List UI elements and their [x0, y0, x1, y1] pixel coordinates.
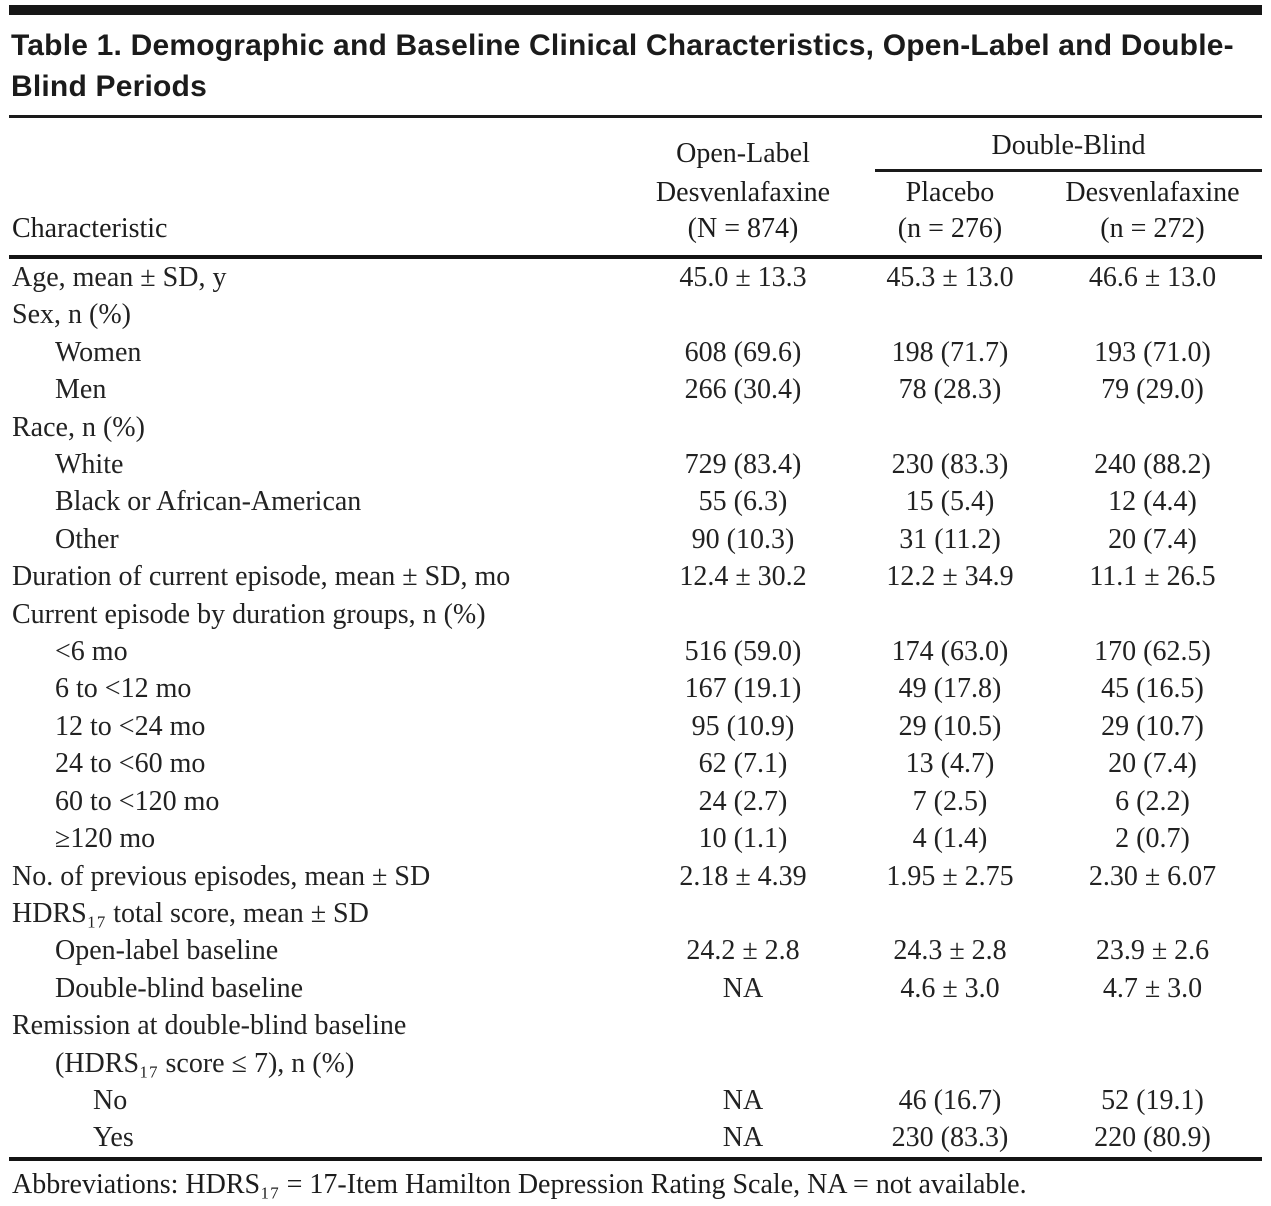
row-label: Black or African-American — [55, 486, 362, 518]
header-name-row — [9, 172, 1262, 211]
value-cell: 240 (88.2) — [1094, 449, 1211, 481]
row-label: Women — [55, 336, 142, 368]
value-cell: 55 (6.3) — [698, 486, 788, 518]
value-cell: 13 (4.7) — [905, 748, 995, 780]
value-cell — [629, 1007, 857, 1044]
table-row — [9, 371, 1262, 408]
footnote-block — [9, 1157, 1262, 1206]
value-cell: 198 (71.7) — [891, 336, 1009, 368]
value-cell: 12 (4.4) — [1108, 486, 1197, 518]
value-cell: 174 (63.0) — [891, 636, 1009, 668]
value-cell: 12.4 ± 30.2 — [679, 561, 807, 593]
value-cell — [629, 409, 857, 446]
value-cell: 2 (0.7) — [1115, 823, 1190, 855]
row-label: Sex, n (%) — [12, 299, 131, 331]
value-cell: 46 (16.7) — [898, 1084, 1002, 1116]
table-row — [9, 633, 1262, 670]
row-label: (HDRS₁₇ score ≤ 7), n (%) — [55, 1047, 355, 1079]
value-cell — [1043, 895, 1262, 932]
row-label: Open-label baseline — [55, 935, 279, 967]
row-label: 60 to <120 mo — [55, 785, 220, 817]
value-cell: 220 (80.9) — [1094, 1122, 1211, 1154]
table-row — [9, 932, 1262, 969]
value-cell — [857, 596, 1043, 633]
value-cell — [857, 895, 1043, 932]
value-cell: 4.6 ± 3.0 — [900, 972, 1000, 1004]
value-cell: 78 (28.3) — [898, 374, 1002, 406]
table-row — [9, 257, 1262, 296]
table-row — [9, 1082, 1262, 1119]
row-label: 12 to <24 mo — [55, 710, 206, 742]
table-row — [9, 895, 1262, 932]
value-cell: NA — [722, 1122, 764, 1154]
value-cell: 20 (7.4) — [1108, 523, 1197, 555]
row-label: Race, n (%) — [12, 411, 145, 443]
value-cell — [857, 1045, 1043, 1082]
value-cell: 193 (71.0) — [1094, 336, 1211, 368]
value-cell — [629, 296, 857, 333]
value-cell: 230 (83.3) — [891, 1122, 1009, 1154]
row-label: Age, mean ± SD, y — [12, 262, 227, 293]
value-cell: 4 (1.4) — [912, 823, 988, 855]
table-row — [9, 708, 1262, 745]
value-cell — [629, 1045, 857, 1082]
desvenlafaxine-n-header: (n = 272) — [1043, 211, 1262, 257]
value-cell: 266 (30.4) — [684, 374, 802, 406]
header-n-row — [9, 211, 1262, 257]
double-blind-group-cell — [857, 118, 1262, 172]
row-label: No. of previous episodes, mean ± SD — [12, 860, 431, 892]
abbreviations-footnote: Abbreviations: HDRS₁₇ = 17-Item Hamilton Depression Rating Scale, NA = not available. — [12, 1168, 1027, 1200]
value-cell: 46.6 ± 13.0 — [1088, 262, 1217, 293]
row-label: Men — [55, 374, 107, 406]
value-cell: 24 (2.7) — [698, 785, 788, 817]
value-cell: 79 (29.0) — [1101, 374, 1204, 406]
row-label: Other — [55, 523, 119, 555]
value-cell: 12.2 ± 34.9 — [886, 561, 1014, 593]
value-cell: 2.18 ± 4.39 — [679, 860, 807, 892]
row-label: White — [55, 449, 124, 481]
value-cell: 516 (59.0) — [684, 636, 802, 668]
value-cell: 90 (10.3) — [691, 523, 795, 555]
table-row — [9, 858, 1262, 895]
value-cell: 167 (19.1) — [684, 673, 802, 705]
double-blind-group-header: Double-Blind — [875, 128, 1262, 172]
open-label-n-header: (N = 874) — [629, 211, 857, 257]
value-cell: 7 (2.5) — [912, 785, 988, 817]
row-label: Duration of current episode, mean ± SD, mo — [12, 561, 511, 593]
header-spacer — [9, 118, 629, 172]
table-row — [9, 483, 1262, 520]
table-row — [9, 1119, 1262, 1156]
value-cell: 29 (10.5) — [898, 710, 1002, 742]
value-cell: 170 (62.5) — [1094, 636, 1211, 668]
table-row — [9, 1007, 1262, 1044]
header-spacer — [9, 172, 629, 211]
value-cell: 31 (11.2) — [899, 523, 1001, 555]
row-label: Yes — [93, 1122, 134, 1154]
table-row — [9, 446, 1262, 483]
value-cell — [857, 1007, 1043, 1044]
table-row — [9, 783, 1262, 820]
row-label: ≥120 mo — [55, 823, 156, 855]
row-label: 24 to <60 mo — [55, 748, 206, 780]
value-cell: 24.2 ± 2.8 — [686, 935, 800, 967]
row-label: Remission at double-blind baseline — [12, 1010, 407, 1042]
value-cell: 1.95 ± 2.75 — [886, 860, 1014, 892]
row-label: <6 mo — [55, 636, 128, 668]
value-cell: 95 (10.9) — [691, 710, 795, 742]
value-cell: NA — [722, 972, 764, 1004]
value-cell: 62 (7.1) — [698, 748, 788, 780]
value-cell — [1043, 596, 1262, 633]
value-cell — [1043, 1007, 1262, 1044]
top-rule-bar — [9, 5, 1262, 15]
value-cell — [857, 409, 1043, 446]
table-row — [9, 334, 1262, 371]
value-cell: NA — [722, 1084, 764, 1116]
desvenlafaxine-column-header: Desvenlafaxine — [1065, 177, 1240, 208]
value-cell: 52 (19.1) — [1101, 1084, 1204, 1116]
value-cell — [629, 895, 857, 932]
value-cell: 24.3 ± 2.8 — [893, 935, 1007, 967]
table-row — [9, 296, 1262, 333]
placebo-n-header: (n = 276) — [857, 211, 1043, 257]
value-cell — [629, 596, 857, 633]
table-row — [9, 970, 1262, 1007]
row-label: Current episode by duration groups, n (%) — [12, 598, 486, 630]
table-body — [9, 257, 1262, 1157]
row-label: 6 to <12 mo — [55, 673, 192, 705]
value-cell — [1043, 296, 1262, 333]
row-label: Double-blind baseline — [55, 972, 304, 1004]
value-cell — [1043, 1045, 1262, 1082]
value-cell: 4.7 ± 3.0 — [1102, 972, 1203, 1004]
row-label: No — [93, 1084, 128, 1116]
table-row — [9, 820, 1262, 857]
value-cell: 729 (83.4) — [684, 449, 802, 481]
value-cell: 45.3 ± 13.0 — [886, 262, 1014, 293]
value-cell: 2.30 ± 6.07 — [1088, 860, 1217, 892]
characteristics-table — [9, 118, 1262, 1157]
value-cell — [1043, 409, 1262, 446]
table-row — [9, 409, 1262, 446]
value-cell: 608 (69.6) — [684, 336, 802, 368]
value-cell: 49 (17.8) — [898, 673, 1002, 705]
table-row — [9, 558, 1262, 595]
value-cell: 15 (5.4) — [905, 486, 995, 518]
placebo-column-header: Placebo — [905, 177, 995, 208]
row-label: HDRS₁₇ total score, mean ± SD — [12, 897, 369, 929]
value-cell: 11.1 ± 26.5 — [1089, 561, 1216, 593]
value-cell: 29 (10.7) — [1101, 710, 1204, 742]
value-cell — [857, 296, 1043, 333]
value-cell: 23.9 ± 2.6 — [1095, 935, 1210, 967]
value-cell: 6 (2.2) — [1115, 785, 1190, 817]
table-row — [9, 745, 1262, 782]
value-cell: 20 (7.4) — [1108, 748, 1197, 780]
table-title: Table 1. Demographic and Baseline Clinical Characteristics, Open-Label and Double-Blind Periods — [11, 29, 1234, 103]
header-group-row — [9, 118, 1262, 172]
value-cell: 45.0 ± 13.3 — [679, 262, 807, 293]
value-cell: 45 (16.5) — [1101, 673, 1204, 705]
table-header — [9, 118, 1262, 257]
table-row — [9, 596, 1262, 633]
open-label-group-header: Open-Label — [676, 138, 810, 169]
value-cell: 10 (1.1) — [698, 823, 788, 855]
open-label-drug-header: Desvenlafaxine — [655, 177, 831, 208]
value-cell: 230 (83.3) — [891, 449, 1009, 481]
table-row — [9, 521, 1262, 558]
characteristic-column-header: Characteristic — [9, 211, 629, 257]
table-row — [9, 670, 1262, 707]
table-row — [9, 1045, 1262, 1082]
